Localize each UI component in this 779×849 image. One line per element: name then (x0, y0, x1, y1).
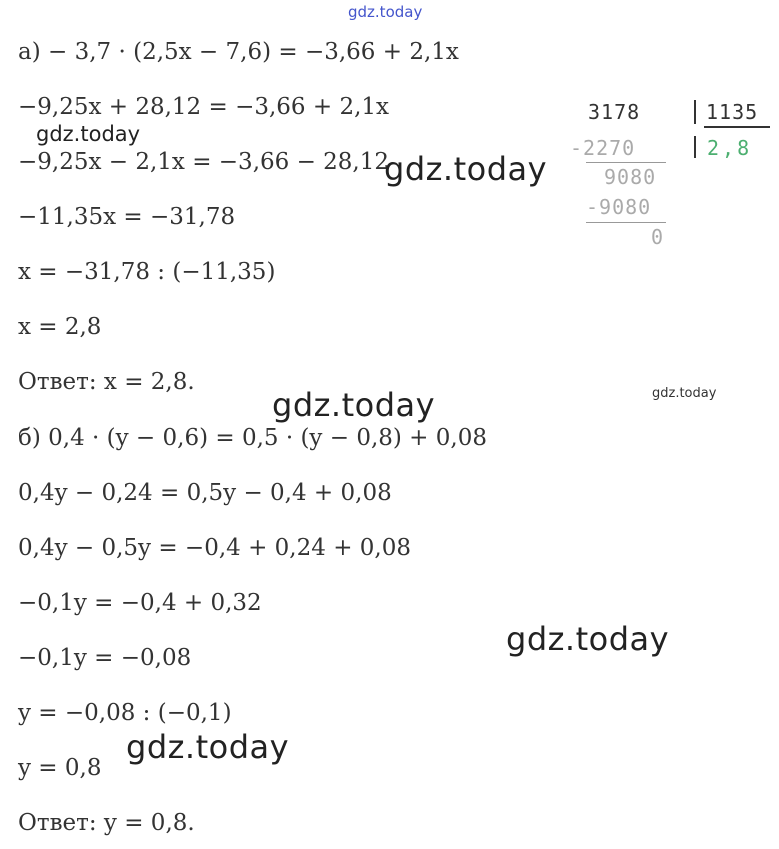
equation-b-line-2: 0,4y − 0,24 = 0,5y − 0,4 + 0,08 (18, 480, 392, 506)
division-remainder-2: 0 (651, 225, 664, 249)
equation-b-line-5: −0,1y = −0,08 (18, 645, 192, 671)
equation-b-line-4: −0,1y = −0,4 + 0,32 (18, 590, 262, 616)
watermark-6: gdz.today (126, 728, 290, 766)
division-dividend: 3178 (588, 100, 641, 124)
equation-b-line-3: 0,4y − 0,5y = −0,4 + 0,24 + 0,08 (18, 535, 411, 561)
watermark-5: gdz.today (506, 620, 670, 658)
watermark-1: gdz.today (36, 122, 141, 146)
watermark-2: gdz.today (384, 150, 548, 188)
answer-b: Ответ: y = 0,8. (18, 810, 195, 836)
division-subtract-2: -9080 (586, 195, 652, 219)
division-bar-2 (694, 136, 696, 158)
equation-a-line-6: x = 2,8 (18, 314, 102, 340)
equation-b-line-7: y = 0,8 (18, 755, 102, 781)
equation-a-line-4: −11,35x = −31,78 (18, 204, 236, 230)
division-divisor: 1135 (706, 100, 759, 124)
equation-a-line-3: −9,25x − 2,1x = −3,66 − 28,12 (18, 149, 390, 175)
division-line-1 (586, 162, 666, 163)
watermark-top: gdz.today (348, 3, 423, 21)
answer-a: Ответ: x = 2,8. (18, 369, 195, 395)
division-bar-1 (694, 100, 696, 124)
division-quotient: 2,8 (707, 136, 753, 160)
division-divisor-underline (704, 126, 770, 128)
equation-a-line-1: а) − 3,7 · (2,5x − 7,6) = −3,66 + 2,1x (18, 39, 459, 65)
watermark-3: gdz.today (652, 386, 717, 401)
division-line-2 (586, 222, 666, 223)
equation-b-line-6: y = −0,08 : (−0,1) (18, 700, 232, 726)
equation-a-line-5: x = −31,78 : (−11,35) (18, 259, 276, 285)
division-subtract-1: -2270 (570, 136, 636, 160)
watermark-4: gdz.today (272, 386, 436, 424)
division-remainder-1: 9080 (604, 165, 657, 189)
equation-a-line-2: −9,25x + 28,12 = −3,66 + 2,1x (18, 94, 390, 120)
equation-b-line-1: б) 0,4 · (y − 0,6) = 0,5 · (y − 0,8) + 0,08 (18, 425, 487, 451)
